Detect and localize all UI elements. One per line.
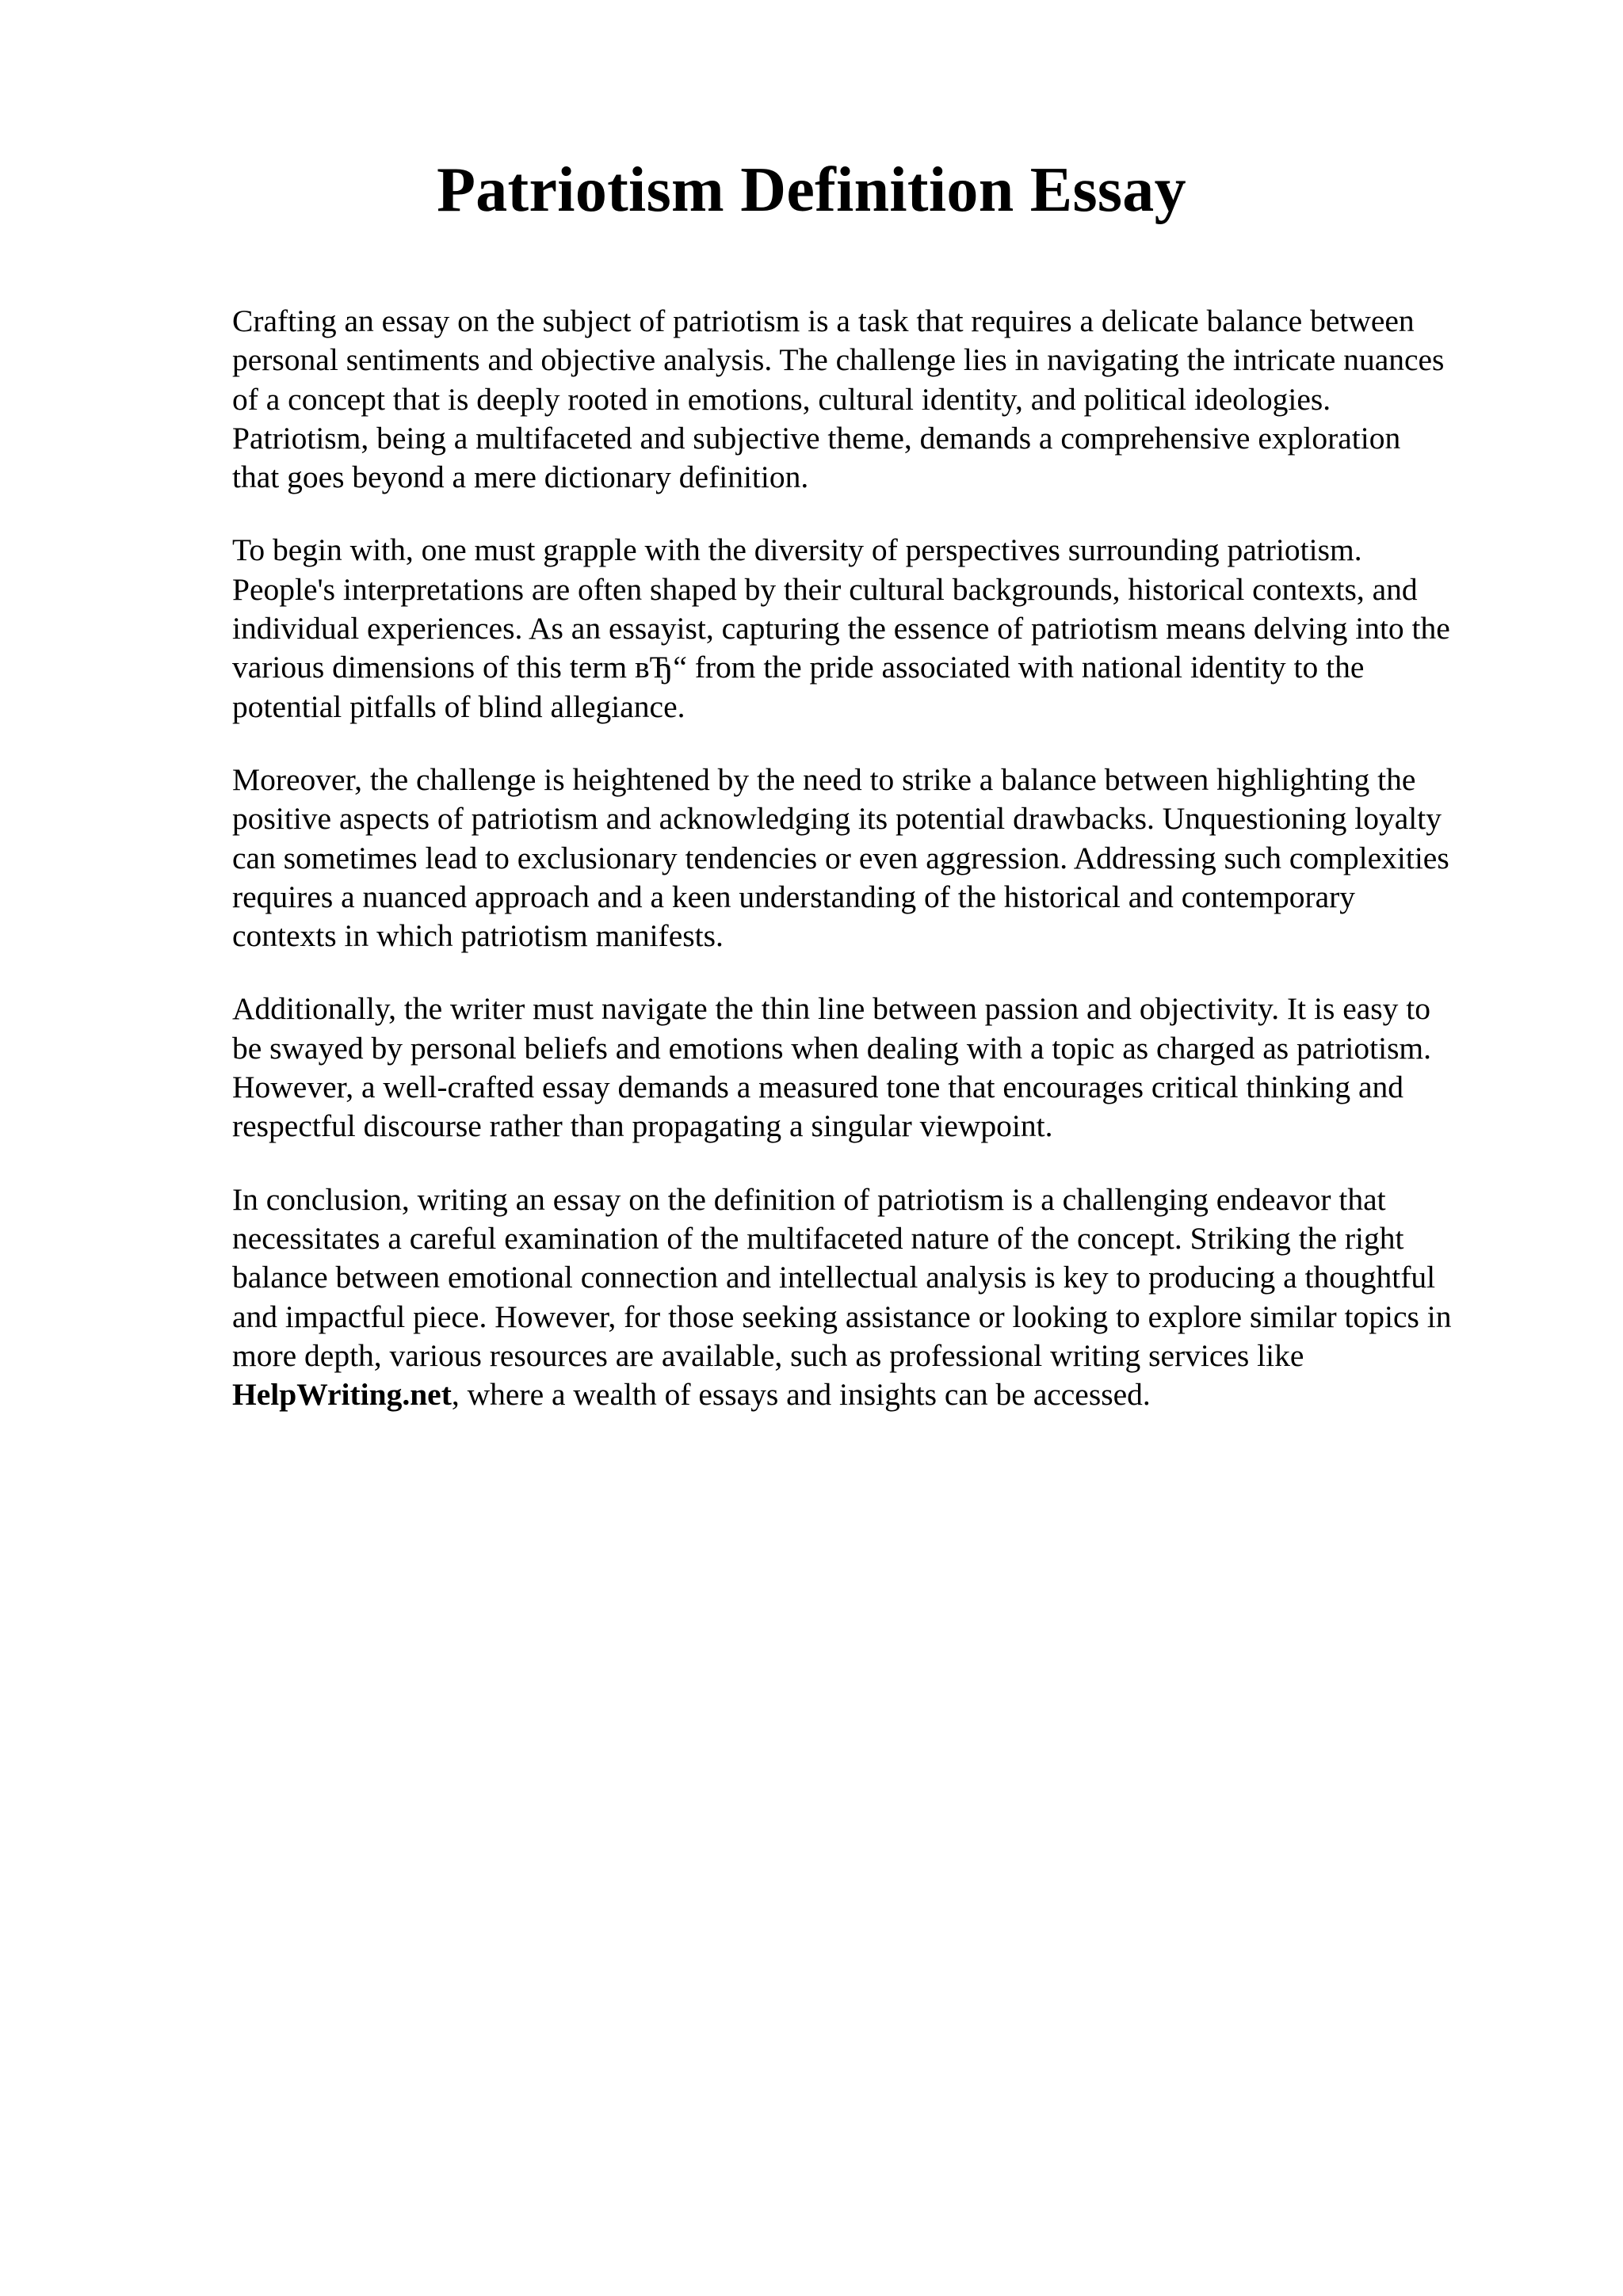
- text-line: Crafting an essay on the subject of patriotism is a task that requires a delicate balance between: [232, 303, 1415, 338]
- text-line: People's interpretations are often shaped by their cultural backgrounds, historical contexts, and: [232, 571, 1418, 607]
- text-line: Moreover, the challenge is heightened by the need to strike a balance between highlighting the: [232, 761, 1416, 797]
- text-line: contexts in which patriotism manifests.: [232, 918, 724, 954]
- paragraph-2: [232, 531, 1532, 726]
- text-line: of a concept that is deeply rooted in emotions, cultural identity, and political ideologies.: [232, 381, 1331, 417]
- text-line: potential pitfalls of blind allegiance.: [232, 688, 685, 724]
- paragraph-5: [232, 1180, 1532, 1415]
- essay-body: [232, 302, 1532, 1448]
- text-line: personal sentiments and objective analysis. The challenge lies in navigating the intricate nuances: [232, 342, 1445, 378]
- text-line: that goes beyond a mere dictionary definition.: [232, 460, 809, 495]
- text-line: be swayed by personal beliefs and emotions when dealing with a topic as charged as patriotism.: [232, 1030, 1432, 1066]
- final-line-tail: , where a wealth of essays and insights can be accessed.: [451, 1377, 1151, 1413]
- text-line: necessitates a careful examination of the multifaceted nature of the concept. Striking the right: [232, 1220, 1404, 1256]
- text-line: Patriotism, being a multifaceted and subjective theme, demands a comprehensive exploration: [232, 420, 1401, 456]
- text-line: and impactful piece. However, for those seeking assistance or looking to explore similar topics in: [232, 1299, 1452, 1334]
- text-line: requires a nuanced approach and a keen understanding of the historical and contemporary: [232, 879, 1356, 914]
- text-line: To begin with, one must grapple with the diversity of perspectives surrounding patriotism.: [232, 532, 1362, 568]
- text-line: can sometimes lead to exclusionary tendencies or even aggression. Addressing such complexities: [232, 840, 1449, 875]
- text-line: balance between emotional connection and intellectual analysis is key to producing a thoughtful: [232, 1260, 1436, 1295]
- paragraph-4: [232, 990, 1532, 1146]
- text-line: more depth, various resources are available, such as professional writing services like: [232, 1337, 1304, 1373]
- text-line: individual experiences. As an essayist, capturing the essence of patriotism means delving into the: [232, 611, 1450, 646]
- text-line: However, a well-crafted essay demands a measured tone that encourages critical thinking and: [232, 1070, 1403, 1105]
- text-line: various dimensions of this term вЂ“ from the pride associated with national identity to the: [232, 650, 1365, 685]
- paragraph-1: [232, 302, 1532, 497]
- paragraph-3: [232, 761, 1532, 955]
- document-title: Patriotism Definition Essay: [437, 155, 1186, 225]
- text-line: In conclusion, writing an essay on the definition of patriotism is a challenging endeavor that: [232, 1181, 1386, 1217]
- text-line: respectful discourse rather than propagating a singular viewpoint.: [232, 1108, 1053, 1144]
- text-line: Additionally, the writer must navigate the thin line between passion and objectivity. It is easy to: [232, 991, 1430, 1027]
- text-line-final: [232, 1375, 1532, 1414]
- text-line: positive aspects of patriotism and acknowledging its potential drawbacks. Unquestioning loyalty: [232, 801, 1442, 837]
- brand-name: HelpWriting.net: [232, 1377, 452, 1413]
